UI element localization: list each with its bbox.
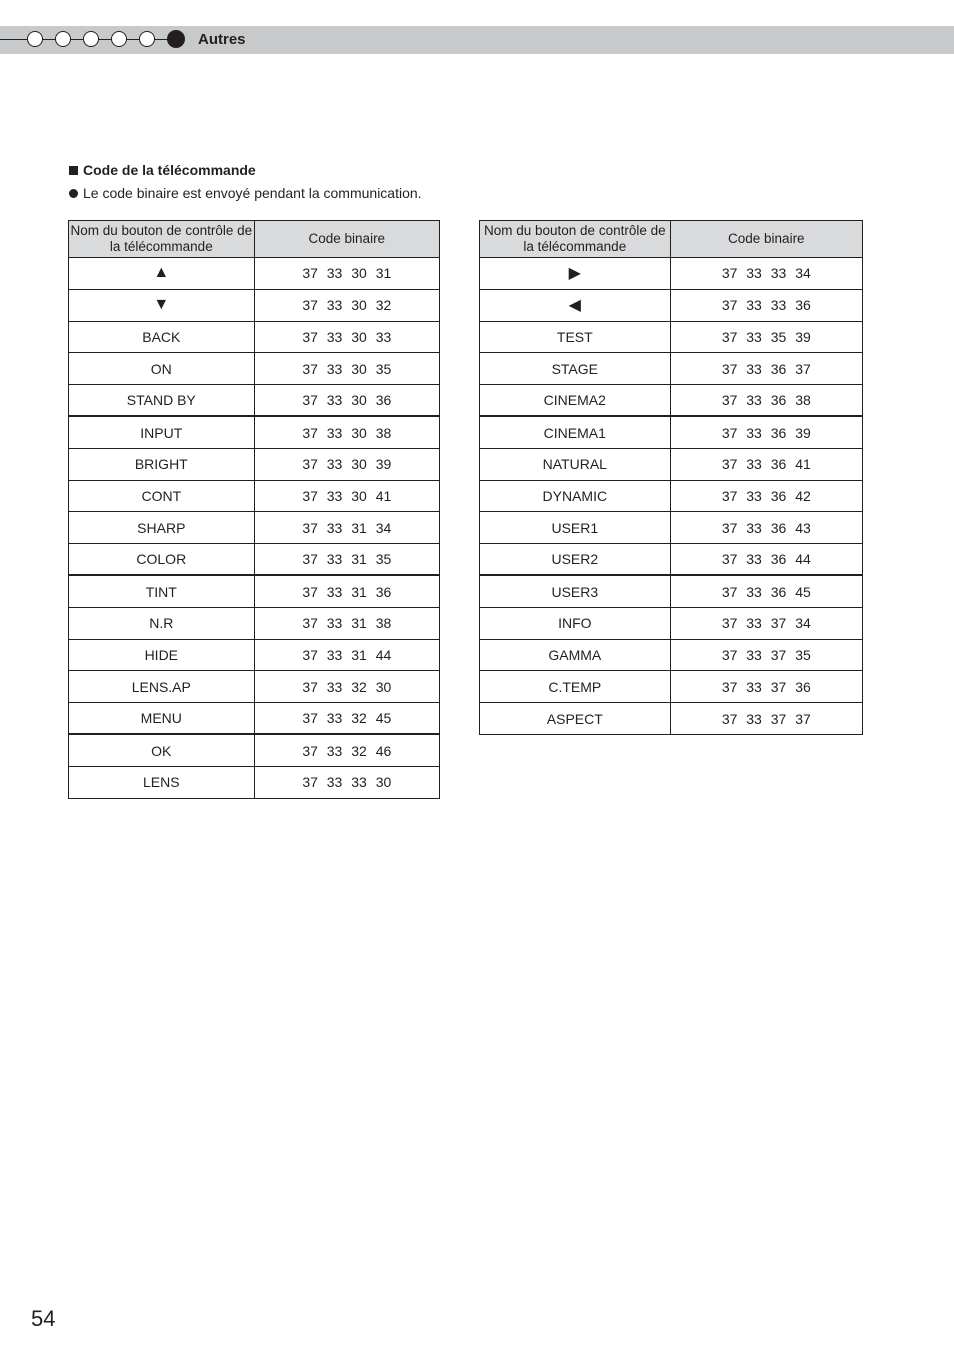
binary-code-cell: 37 33 35 39 (670, 321, 862, 353)
button-name-cell: OK (69, 734, 255, 766)
binary-code-cell: 37 33 30 35 (254, 353, 439, 385)
binary-code-cell: 37 33 36 37 (670, 353, 862, 385)
button-name-cell: BRIGHT (69, 448, 255, 480)
button-name-cell: ▲ (69, 258, 255, 290)
step-circle-icon (83, 31, 99, 47)
table-row (480, 416, 863, 448)
binary-code-cell: 37 33 31 38 (254, 607, 439, 639)
button-name-cell: MENU (69, 703, 255, 735)
section-label: Autres (198, 31, 246, 48)
table-row (69, 353, 440, 385)
code-table-right (479, 220, 863, 735)
table-row (480, 353, 863, 385)
table-row (480, 258, 863, 290)
button-name-cell: LENS.AP (69, 671, 255, 703)
table-row (69, 575, 440, 607)
button-name-cell: ASPECT (480, 703, 671, 735)
binary-code-cell: 37 33 36 44 (670, 544, 862, 576)
button-name-cell: SHARP (69, 512, 255, 544)
column-header-code: Code binaire (254, 221, 439, 258)
button-name-cell: INPUT (69, 416, 255, 448)
button-name-cell: USER3 (480, 575, 671, 607)
square-bullet-icon (69, 166, 78, 175)
table-row (480, 480, 863, 512)
binary-code-cell: 37 33 30 33 (254, 321, 439, 353)
step-circle-active-icon (167, 30, 185, 48)
binary-code-cell: 37 33 37 37 (670, 703, 862, 735)
table-row (69, 416, 440, 448)
binary-code-cell: 37 33 36 38 (670, 385, 862, 417)
table-row (69, 766, 440, 798)
binary-code-cell: 37 33 30 32 (254, 289, 439, 321)
table-row (480, 671, 863, 703)
table-row (480, 321, 863, 353)
button-name-cell: LENS (69, 766, 255, 798)
table-row (480, 575, 863, 607)
binary-code-cell: 37 33 31 34 (254, 512, 439, 544)
button-name-cell: STAGE (480, 353, 671, 385)
button-name-cell: HIDE (69, 639, 255, 671)
button-name-cell: BACK (69, 321, 255, 353)
button-name-cell: TINT (69, 575, 255, 607)
table-row (69, 512, 440, 544)
button-name-cell: INFO (480, 607, 671, 639)
table-row (69, 321, 440, 353)
table-row (69, 385, 440, 417)
button-name-cell: ▶ (480, 258, 671, 290)
column-header-button: Nom du bouton de contrôle de la télécommande (69, 221, 255, 258)
table-row (69, 544, 440, 576)
binary-code-cell: 37 33 31 36 (254, 575, 439, 607)
binary-code-cell: 37 33 37 34 (670, 607, 862, 639)
binary-code-cell: 37 33 32 46 (254, 734, 439, 766)
button-name-cell: TEST (480, 321, 671, 353)
table-row (69, 671, 440, 703)
binary-code-cell: 37 33 36 43 (670, 512, 862, 544)
button-name-cell: ON (69, 353, 255, 385)
table-row (69, 734, 440, 766)
binary-code-cell: 37 33 32 45 (254, 703, 439, 735)
table-row (69, 480, 440, 512)
binary-code-cell: 37 33 31 35 (254, 544, 439, 576)
binary-code-cell: 37 33 32 30 (254, 671, 439, 703)
binary-code-cell: 37 33 30 38 (254, 416, 439, 448)
button-name-cell: ◀ (480, 289, 671, 321)
column-header-code: Code binaire (670, 221, 862, 258)
table-row (480, 544, 863, 576)
heading-text: Code de la télécommande (83, 162, 256, 178)
note (69, 185, 422, 201)
table-row (480, 385, 863, 417)
table-row (480, 703, 863, 735)
button-name-cell: CINEMA1 (480, 416, 671, 448)
button-name-cell: NATURAL (480, 448, 671, 480)
binary-code-cell: 37 33 30 41 (254, 480, 439, 512)
binary-code-cell: 37 33 30 31 (254, 258, 439, 290)
binary-code-cell: 37 33 37 36 (670, 671, 862, 703)
step-circle-icon (111, 31, 127, 47)
binary-code-cell: 37 33 37 35 (670, 639, 862, 671)
note-text: Le code binaire est envoyé pendant la communication. (83, 185, 422, 201)
button-name-cell: STAND BY (69, 385, 255, 417)
table-row (69, 607, 440, 639)
binary-code-cell: 37 33 33 34 (670, 258, 862, 290)
table-row (69, 639, 440, 671)
button-name-cell: C.TEMP (480, 671, 671, 703)
button-name-cell: ▼ (69, 289, 255, 321)
binary-code-cell: 37 33 30 39 (254, 448, 439, 480)
button-name-cell: DYNAMIC (480, 480, 671, 512)
step-circle-icon (27, 31, 43, 47)
table-row (69, 448, 440, 480)
table-row (69, 703, 440, 735)
binary-code-cell: 37 33 36 39 (670, 416, 862, 448)
binary-code-cell: 37 33 36 41 (670, 448, 862, 480)
binary-code-cell: 37 33 33 30 (254, 766, 439, 798)
bullet-icon (69, 189, 78, 198)
section-heading (69, 162, 256, 178)
button-name-cell: CINEMA2 (480, 385, 671, 417)
table-row (480, 512, 863, 544)
binary-code-cell: 37 33 30 36 (254, 385, 439, 417)
binary-code-cell: 37 33 31 44 (254, 639, 439, 671)
table-row (480, 607, 863, 639)
table-row (480, 639, 863, 671)
table-row (69, 258, 440, 290)
page-number: 54 (31, 1306, 56, 1331)
step-circle-icon (139, 31, 155, 47)
binary-code-cell: 37 33 36 42 (670, 480, 862, 512)
button-name-cell: COLOR (69, 544, 255, 576)
button-name-cell: N.R (69, 607, 255, 639)
binary-code-cell: 37 33 36 45 (670, 575, 862, 607)
column-header-button: Nom du bouton de contrôle de la télécommande (480, 221, 671, 258)
button-name-cell: CONT (69, 480, 255, 512)
button-name-cell: GAMMA (480, 639, 671, 671)
code-table-left (68, 220, 440, 799)
button-name-cell: USER1 (480, 512, 671, 544)
binary-code-cell: 37 33 33 36 (670, 289, 862, 321)
step-circle-icon (55, 31, 71, 47)
table-row (69, 289, 440, 321)
table-row (480, 448, 863, 480)
table-row (480, 289, 863, 321)
button-name-cell: USER2 (480, 544, 671, 576)
